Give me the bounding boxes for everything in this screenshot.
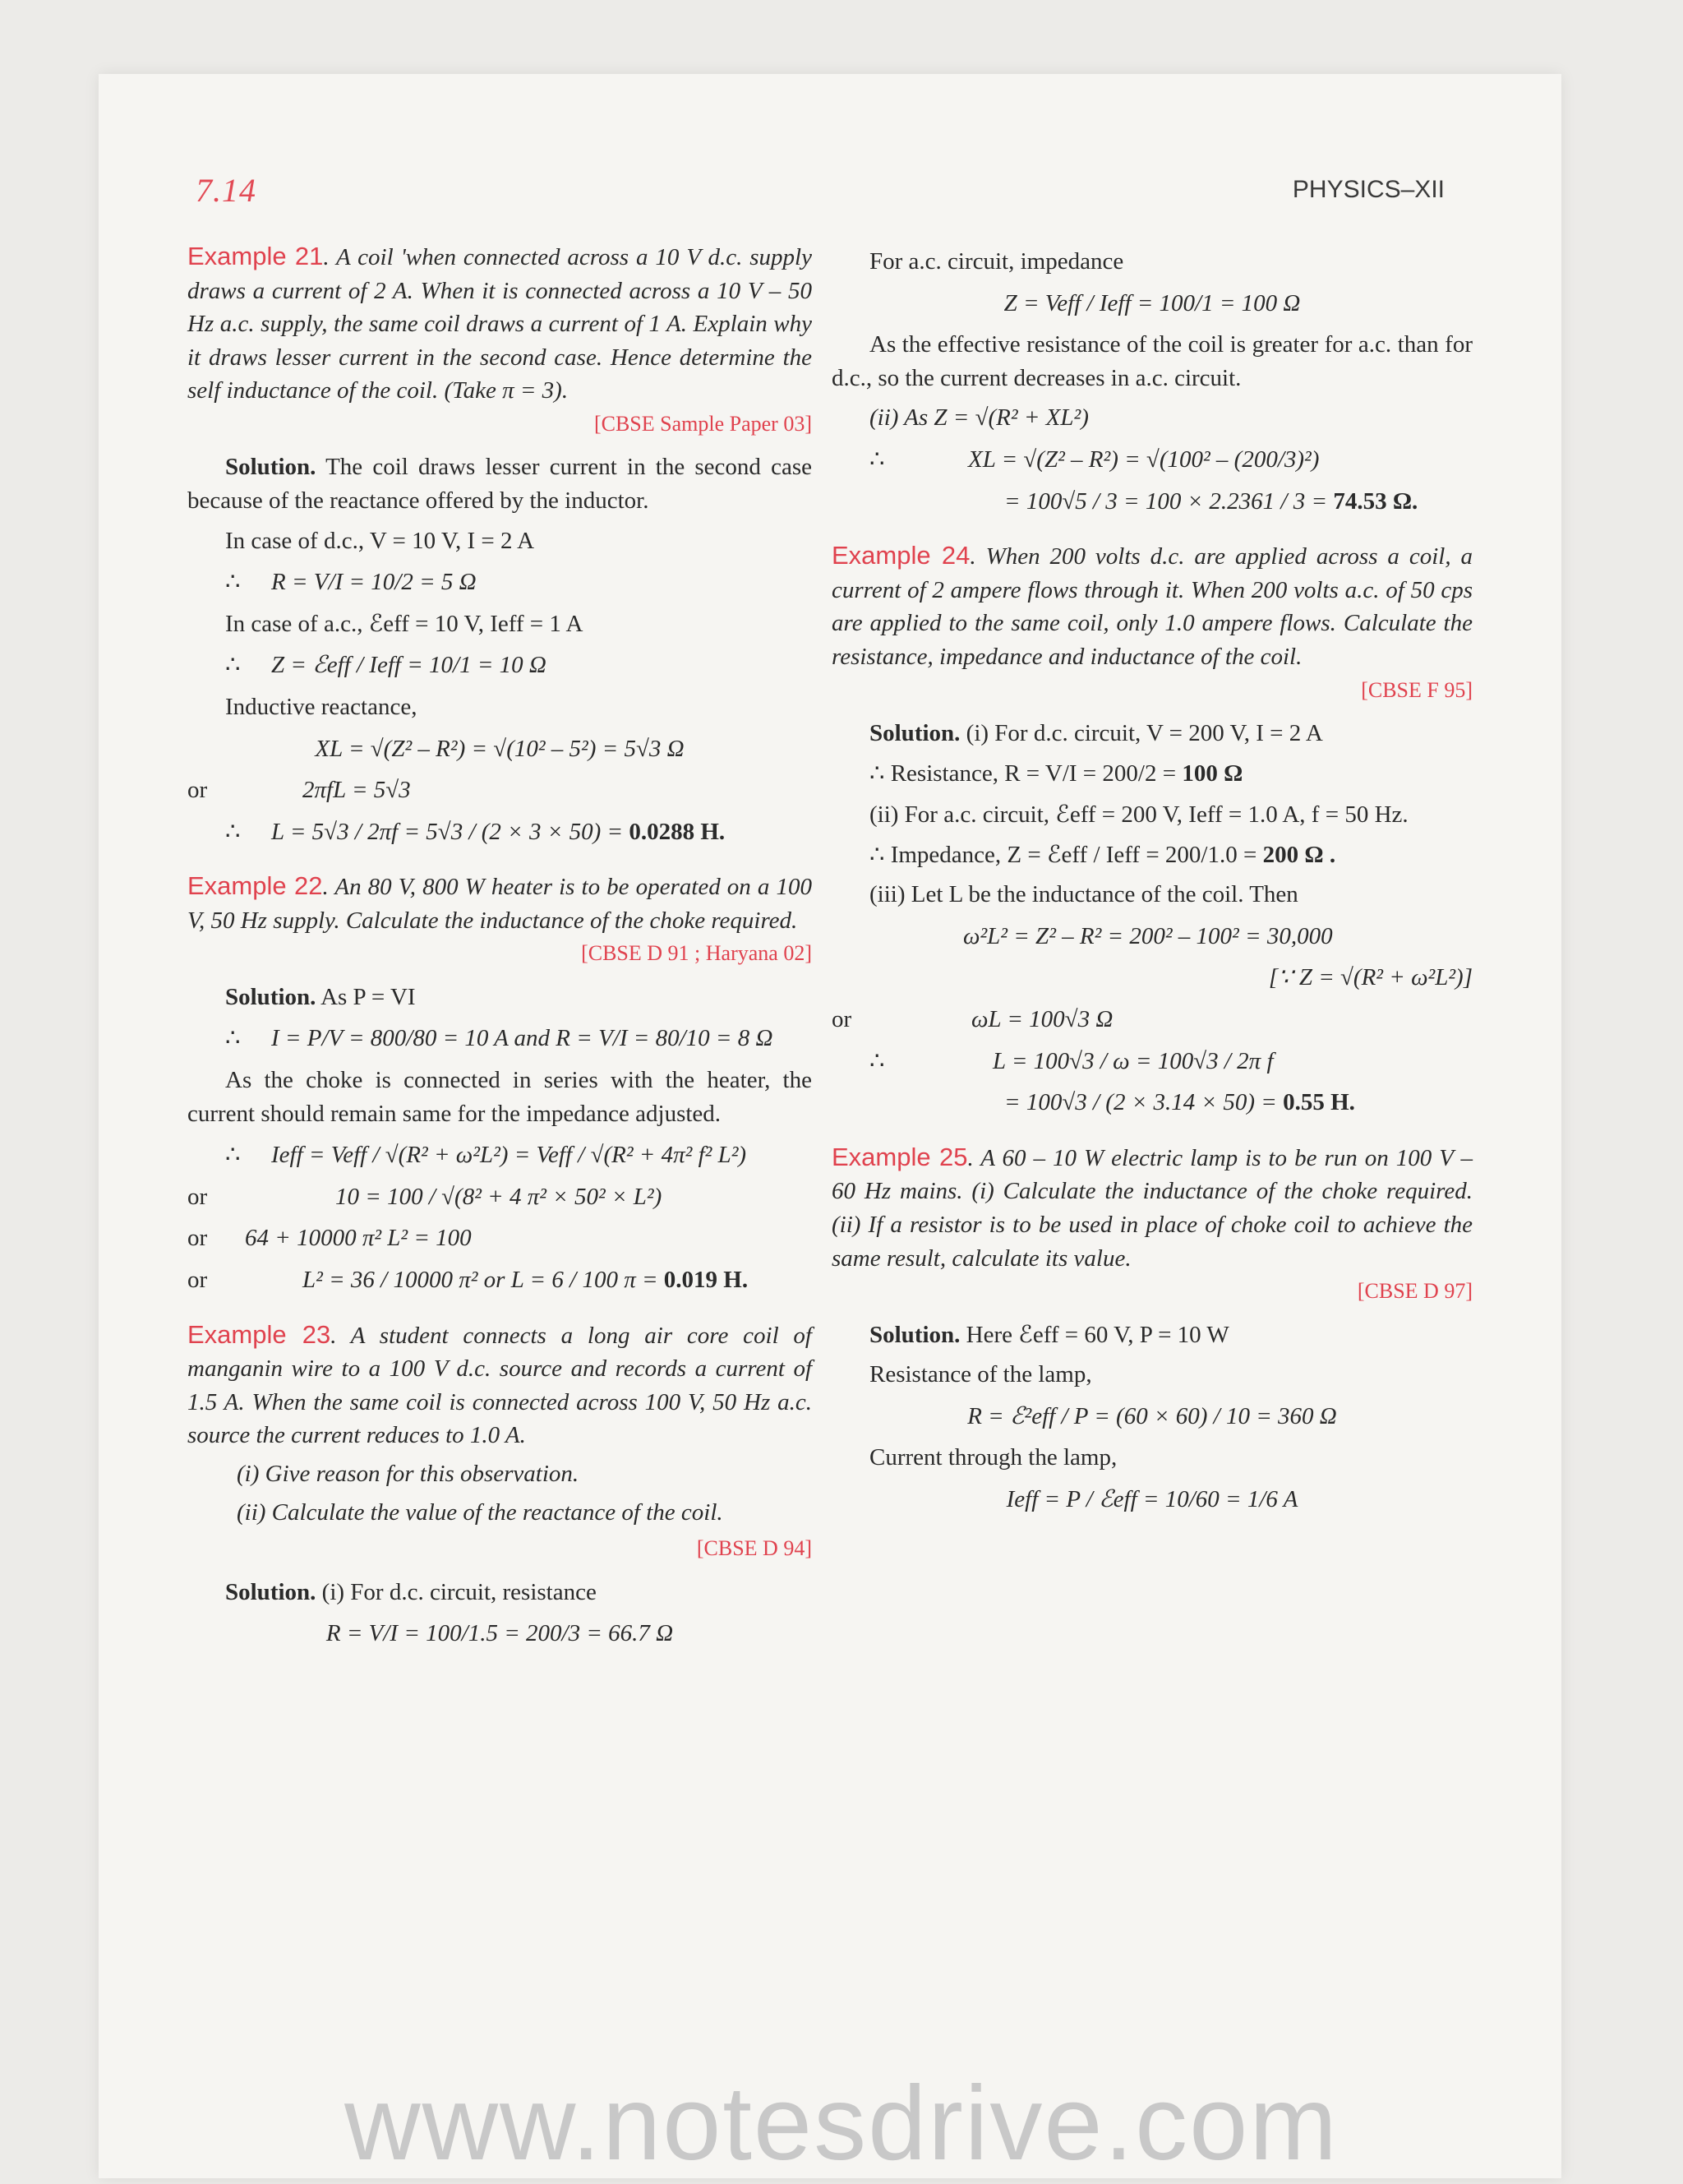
example-22: Example 22. An 80 V, 800 W heater is to be operated on a 100 V, 50 Hz supply. Calculate the inductance of the choke required. — [187, 871, 812, 934]
equation-w2l2: ω²L² = Z² – R² = 200² – 100² = 30,000 — [963, 922, 1333, 949]
example-25-ref: [CBSE D 97] — [1357, 1279, 1473, 1304]
example-23-heading: Example 23 — [187, 1319, 331, 1349]
effective-resistance-text: As the effective resistance of the coil is greater for a.c. than for d.c., so the current decreases in a.c. circuit. — [832, 331, 1473, 391]
solution-text: (i) For d.c. circuit, resistance — [321, 1578, 597, 1605]
equation-row — [187, 1263, 812, 1297]
or-label: or — [187, 1267, 208, 1294]
example-21-heading: Example 21 — [187, 242, 324, 270]
result-resistance: 100 Ω — [1182, 760, 1243, 787]
result-impedance: 200 Ω . — [1262, 841, 1336, 868]
equation-row — [187, 1221, 812, 1255]
resistance-line — [832, 757, 1473, 791]
dc-case-line: In case of d.c., V = 10 V, I = 2 A — [225, 527, 535, 554]
equation-64: 64 + 10000 π² L² = 100 — [245, 1225, 472, 1252]
equation-wl: ωL = 100√3 Ω — [971, 1006, 1114, 1033]
left-column — [187, 238, 812, 1659]
equation-z: Z = Veff / Ieff = 100/1 = 100 Ω — [1003, 289, 1301, 316]
ac-case-line: In case of a.c., ℰeff = 10 V, Ieff = 1 A — [225, 610, 583, 637]
equation-l: L = 100√3 / ω = 100√3 / 2π f — [993, 1047, 1274, 1074]
equation-impedance: ∴ Impedance, Z = ℰeff / Ieff = 200/1.0 = — [869, 841, 1257, 868]
solution-label: Solution. — [225, 1578, 316, 1605]
example-23-item-1: (i) Give reason for this observation. — [237, 1461, 579, 1487]
result-xl: 74.53 Ω. — [1333, 487, 1418, 515]
equation-l-value: = 100√3 / (2 × 3.14 × 50) = — [1004, 1089, 1277, 1116]
result-l: 0.55 H. — [1283, 1089, 1355, 1116]
equation-r: R = V/I = 10/2 = 5 Ω — [271, 569, 477, 596]
example-23-solution — [187, 1576, 812, 1609]
example-23-text: A student connects a long air core coil of manganin wire to a 100 V d.c. source and records a current of 1.5 A. When the same coil is connected across 100 V, 50 Hz a.c. source the current reduces to 1.0 A. — [187, 1322, 812, 1449]
example-25-solution — [832, 1318, 1473, 1352]
equation-l-result — [832, 1086, 1473, 1120]
running-head: PHYSICS–XII — [1292, 176, 1445, 203]
equation-i: Ieff = P / ℰeff = 10/60 = 1/6 A — [1006, 1486, 1298, 1512]
example-22-ref: [CBSE D 91 ; Haryana 02] — [581, 941, 812, 966]
example-22-solution — [187, 981, 812, 1014]
or-label: or — [187, 1225, 208, 1252]
equation-l: L = 5√3 / 2πf = 5√3 / (2 × 3 × 50) = — [271, 818, 624, 845]
solution-label: Solution. — [225, 454, 316, 481]
solution-label: Solution. — [869, 1321, 961, 1348]
equation-z: Z = ℰeff / Ieff = 10/1 = 10 Ω — [271, 652, 546, 679]
example-23: Example 23. A student connects a long air core coil of manganin wire to a 100 V d.c. source and records a current of 1.5 A. When the same coil is connected across 100 V, 50 Hz a.c. source the current reduces to 1.0 A. — [187, 1319, 812, 1449]
therefore-symbol: ∴ — [225, 818, 241, 845]
current-lamp-label: Current through the lamp, — [869, 1444, 1118, 1471]
equation-row — [832, 1003, 1473, 1037]
ac-circuit-text: (ii) For a.c. circuit, ℰeff = 200 V, Ieff = 1.0 A, f = 50 Hz. — [869, 801, 1409, 829]
or-label: or — [187, 777, 208, 804]
example-24-heading: Example 24 — [832, 541, 971, 570]
example-25-heading: Example 25 — [832, 1142, 968, 1171]
therefore-symbol: ∴ — [225, 569, 241, 596]
therefore-symbol: ∴ — [225, 1025, 241, 1052]
example-21-solution — [187, 450, 812, 517]
equation-r: R = ℰ²eff / P = (60 × 60) / 10 = 360 Ω — [967, 1402, 1337, 1429]
example-24: Example 24. When 200 volts d.c. are applied across a coil, a current of 2 ampere flows through it. When 200 volts a.c. of 50 cps are applied to the same coil, only 1.0 ampere flows. Calculate the resistance, impedance and inductance of the coil. — [832, 541, 1473, 670]
result-l: 0.019 H. — [663, 1267, 749, 1294]
solution-text: (i) For d.c. circuit, V = 200 V, I = 2 A — [966, 719, 1323, 746]
ac-impedance-label: For a.c. circuit, impedance — [869, 248, 1124, 275]
therefore-symbol: ∴ — [869, 446, 885, 473]
equation-10: 10 = 100 / √(8² + 4 π² × 50² × L²) — [335, 1183, 662, 1210]
example-24-ref: [CBSE F 95] — [1361, 677, 1473, 702]
or-label: or — [187, 1183, 208, 1210]
solution-text: The coil draws lesser current in the second case because of the reactance offered by the inductor. — [187, 454, 812, 514]
equation-l2: L² = 36 / 10000 π² or L = 6 / 100 π = — [302, 1267, 658, 1294]
equation-resistance: ∴ Resistance, R = V/I = 200/2 = — [869, 760, 1177, 787]
equation-i: I = P/V = 800/80 = 10 A and R = V/I = 80/10 = 8 Ω — [271, 1025, 773, 1052]
equation-row — [187, 1022, 812, 1055]
example-21: Example 21. A coil 'when connected across a 10 V d.c. supply draws a current of 2 A. When it is connected across a 10 V – 50 Hz a.c. supply, the same coil draws a current of 1 A. Explain why it draws lesser current in the second case. Hence determine the self inductance of the coil. (Take π = 3). — [187, 242, 812, 404]
equation-row — [832, 1045, 1473, 1078]
equation-ii: (ii) As Z = √(R² + XL²) — [869, 404, 1089, 432]
equation-xl: XL = √(Z² – R²) = √(10² – 5²) = 5√3 Ω — [315, 735, 685, 762]
therefore-symbol: ∴ — [869, 1047, 885, 1074]
example-23-item-2: (ii) Calculate the value of the reactance of the coil. — [237, 1498, 723, 1526]
equation-xl-result — [832, 485, 1473, 519]
equation-ieff: Ieff = Veff / √(R² + ω²L²) = Veff / √(R² + 4π² f² L²) — [271, 1142, 747, 1169]
example-24-text: When 200 volts d.c. are applied across a coil, a current of 2 ampere flows through it. When 200 volts a.c. of 50 cps are applied to the same coil, only 1.0 ampere flows. Calculate the resistance, impedance and inductance of the coil. — [832, 543, 1473, 670]
inductance-intro: (iii) Let L be the inductance of the coil. Then — [869, 881, 1298, 908]
solution-label: Solution. — [225, 983, 316, 1010]
solution-text: As P = VI — [320, 983, 416, 1010]
impedance-line — [832, 838, 1473, 872]
equation-row — [187, 1138, 812, 1172]
equation-row — [832, 443, 1473, 477]
example-21-ref: [CBSE Sample Paper 03] — [593, 411, 812, 436]
example-23-ref: [CBSE D 94] — [696, 1536, 812, 1561]
equation-xl-value: = 100√5 / 3 = 100 × 2.2361 / 3 = — [1004, 487, 1328, 515]
watermark: www.notesdrive.com — [344, 2065, 1339, 2182]
solution-label: Solution. — [869, 719, 961, 746]
result-l: 0.0288 H. — [629, 818, 726, 845]
resistance-lamp-label: Resistance of the lamp, — [869, 1361, 1092, 1388]
example-25-text: A 60 – 10 W electric lamp is to be run on 100 V – 60 Hz mains. (i) Calculate the inductance of the choke required. (ii) If a resistor is to be used in place of choke coil to achieve the same result, calculate its value. — [832, 1144, 1473, 1272]
example-21-text: A coil 'when connected across a 10 V d.c. supply draws a current of 2 A. When it is connected across a 10 V – 50 Hz a.c. supply, the same coil draws a current of 1 A. Explain why it draws lesser current in the second case. Hence determine the self inductance of the coil. (Take π = 3). — [187, 244, 812, 404]
equation-row — [187, 649, 812, 682]
therefore-symbol: ∴ — [225, 652, 241, 679]
example-25: Example 25. A 60 – 10 W electric lamp is to be run on 100 V – 60 Hz mains. (i) Calculate the inductance of the choke required. (ii) If a resistor is to be used in place of choke coil to achieve the same result, calculate its value. — [832, 1142, 1473, 1272]
equation-row — [187, 773, 812, 807]
example-22-text: An 80 V, 800 W heater is to be operated on a 100 V, 50 Hz supply. Calculate the inductance of the choke required. — [187, 874, 812, 934]
equation-xl: XL = √(Z² – R²) = √(100² – (200/3)²) — [968, 446, 1320, 473]
series-text: As the choke is connected in series with the heater, the current should remain same for the impedance adjusted. — [187, 1067, 812, 1127]
equation-2pifl: 2πfL = 5√3 — [302, 777, 411, 804]
solution-text: Here ℰeff = 60 V, P = 10 W — [966, 1321, 1229, 1348]
right-column — [832, 238, 1473, 1525]
example-22-heading: Example 22 — [187, 871, 323, 901]
page-number: 7.14 — [196, 172, 256, 209]
equation-row — [187, 815, 812, 849]
therefore-symbol: ∴ — [225, 1142, 241, 1169]
example-24-solution — [832, 717, 1473, 750]
or-label: or — [832, 1006, 852, 1033]
inductive-reactance-label: Inductive reactance, — [225, 693, 417, 720]
equation-since: [∵ Z = √(R² + ω²L²)] — [1268, 964, 1473, 991]
equation-r: R = V/I = 100/1.5 = 200/3 = 66.7 Ω — [325, 1620, 674, 1647]
equation-row — [187, 566, 812, 599]
equation-row — [187, 1180, 812, 1214]
